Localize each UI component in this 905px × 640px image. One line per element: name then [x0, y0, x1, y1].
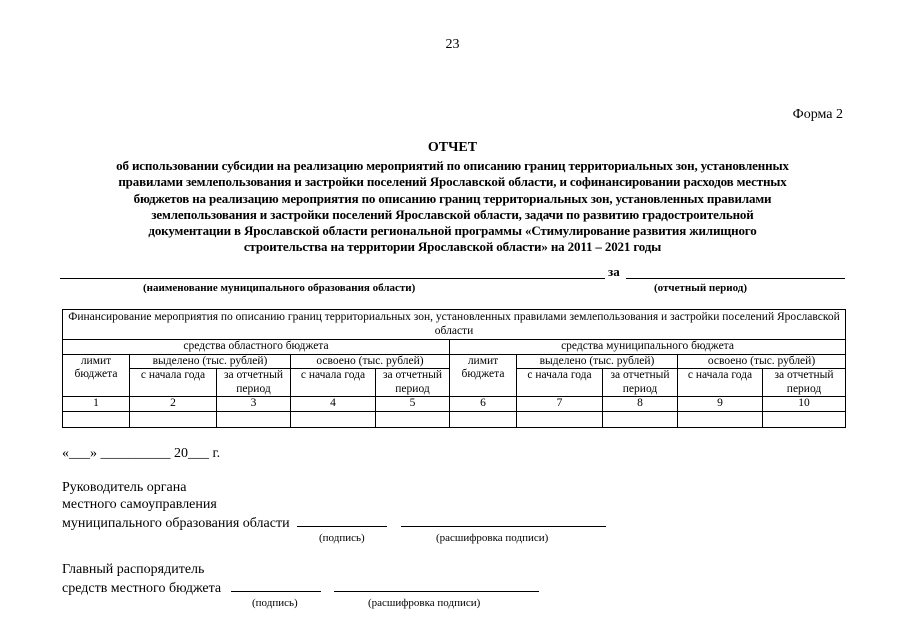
report-table	[62, 309, 846, 428]
municipality-blank[interactable]	[60, 264, 605, 279]
subtitle-line: документации в Ярославской области региональной программы «Стимулирование развития жилищного	[148, 223, 757, 239]
signature-line: местного самоуправления	[62, 497, 217, 512]
chief-signature-caption: (подпись)	[252, 597, 298, 609]
regional-allocated-header: выделено (тыс. рублей)	[130, 354, 291, 369]
table-main-header: Финансирование мероприятия по описанию границ территориальных зон, установленных правилами землепользования и застройки поселений Ярославской области	[63, 310, 846, 340]
column-number: 4	[291, 397, 376, 412]
za-label: за	[608, 264, 620, 279]
col-for-period: за отчетный период	[763, 369, 846, 397]
signature-line: Руководитель органа	[62, 480, 187, 495]
column-number-row	[63, 397, 846, 412]
signature-line: средств местного бюджета	[62, 581, 222, 596]
column-number: 3	[217, 397, 291, 412]
column-number: 1	[63, 397, 130, 412]
data-cell[interactable]	[376, 411, 450, 427]
col-for-period: за отчетный период	[217, 369, 291, 397]
municipal-budget-header: средства муниципального бюджета	[450, 340, 846, 355]
column-number: 2	[130, 397, 217, 412]
data-cell[interactable]	[603, 411, 678, 427]
data-cell[interactable]	[217, 411, 291, 427]
column-number: 5	[376, 397, 450, 412]
column-number: 7	[517, 397, 603, 412]
municipal-allocated-header: выделено (тыс. рублей)	[517, 354, 678, 369]
period-caption: (отчетный период)	[654, 282, 748, 294]
signature-line: Главный распорядитель	[62, 562, 205, 577]
form-label: Форма 2	[792, 107, 843, 122]
column-number: 10	[763, 397, 846, 412]
municipality-caption: (наименование муниципального образования области)	[143, 282, 416, 294]
subtitle-line: правилами землепользования и застройки поселений Ярославской области, и софинансировании расходов местных	[118, 174, 787, 190]
data-cell[interactable]	[63, 411, 130, 427]
data-cell[interactable]	[291, 411, 376, 427]
data-cell[interactable]	[517, 411, 603, 427]
column-number: 8	[603, 397, 678, 412]
date-line: «___» __________ 20___ г.	[62, 446, 221, 461]
signature-line: муниципального образования области	[62, 516, 290, 531]
data-cell[interactable]	[678, 411, 763, 427]
col-from-year-start: с начала года	[517, 369, 603, 397]
column-number: 6	[450, 397, 517, 412]
municipal-limit-header: лимит бюджета	[450, 354, 517, 397]
column-number: 9	[678, 397, 763, 412]
head-signature-caption: (подпись)	[319, 532, 365, 544]
report-title: ОТЧЕТ	[427, 140, 478, 155]
data-cell[interactable]	[763, 411, 846, 427]
data-cell[interactable]	[450, 411, 517, 427]
chief-signature-blank[interactable]	[231, 578, 321, 592]
subtitle-line: землепользования и застройки поселений Ярославской области, задачи по развитию градостроительной	[151, 206, 754, 222]
subtitle-line: бюджетов на реализацию мероприятия по описанию границ территориальных зон, установленных правилами	[133, 190, 772, 206]
data-row	[63, 411, 846, 427]
head-signature-block	[62, 479, 606, 532]
regional-spent-header: освоено (тыс. рублей)	[291, 354, 450, 369]
col-for-period: за отчетный период	[376, 369, 450, 397]
municipal-spent-header: освоено (тыс. рублей)	[678, 354, 846, 369]
fill-in-row	[60, 264, 845, 280]
col-from-year-start: с начала года	[678, 369, 763, 397]
report-subtitle	[60, 158, 845, 256]
head-decoding-blank[interactable]	[401, 513, 606, 527]
page-number: 23	[445, 37, 460, 52]
regional-limit-header: лимит бюджета	[63, 354, 130, 397]
chief-decoding-caption: (расшифровка подписи)	[368, 597, 481, 609]
head-decoding-caption: (расшифровка подписи)	[436, 532, 549, 544]
chief-decoding-blank[interactable]	[334, 578, 539, 592]
chief-signature-block	[62, 561, 539, 597]
period-blank[interactable]	[626, 264, 845, 279]
regional-budget-header: средства областного бюджета	[63, 340, 450, 355]
col-from-year-start: с начала года	[291, 369, 376, 397]
subtitle-line: об использовании субсидии на реализацию мероприятий по описанию границ территориальных зон, установленных	[116, 158, 789, 173]
subtitle-line: строительства на территории Ярославской области» на 2011 – 2021 годы	[243, 239, 662, 255]
col-for-period: за отчетный период	[603, 369, 678, 397]
col-from-year-start: с начала года	[130, 369, 217, 397]
head-signature-blank[interactable]	[297, 513, 387, 527]
data-cell[interactable]	[130, 411, 217, 427]
